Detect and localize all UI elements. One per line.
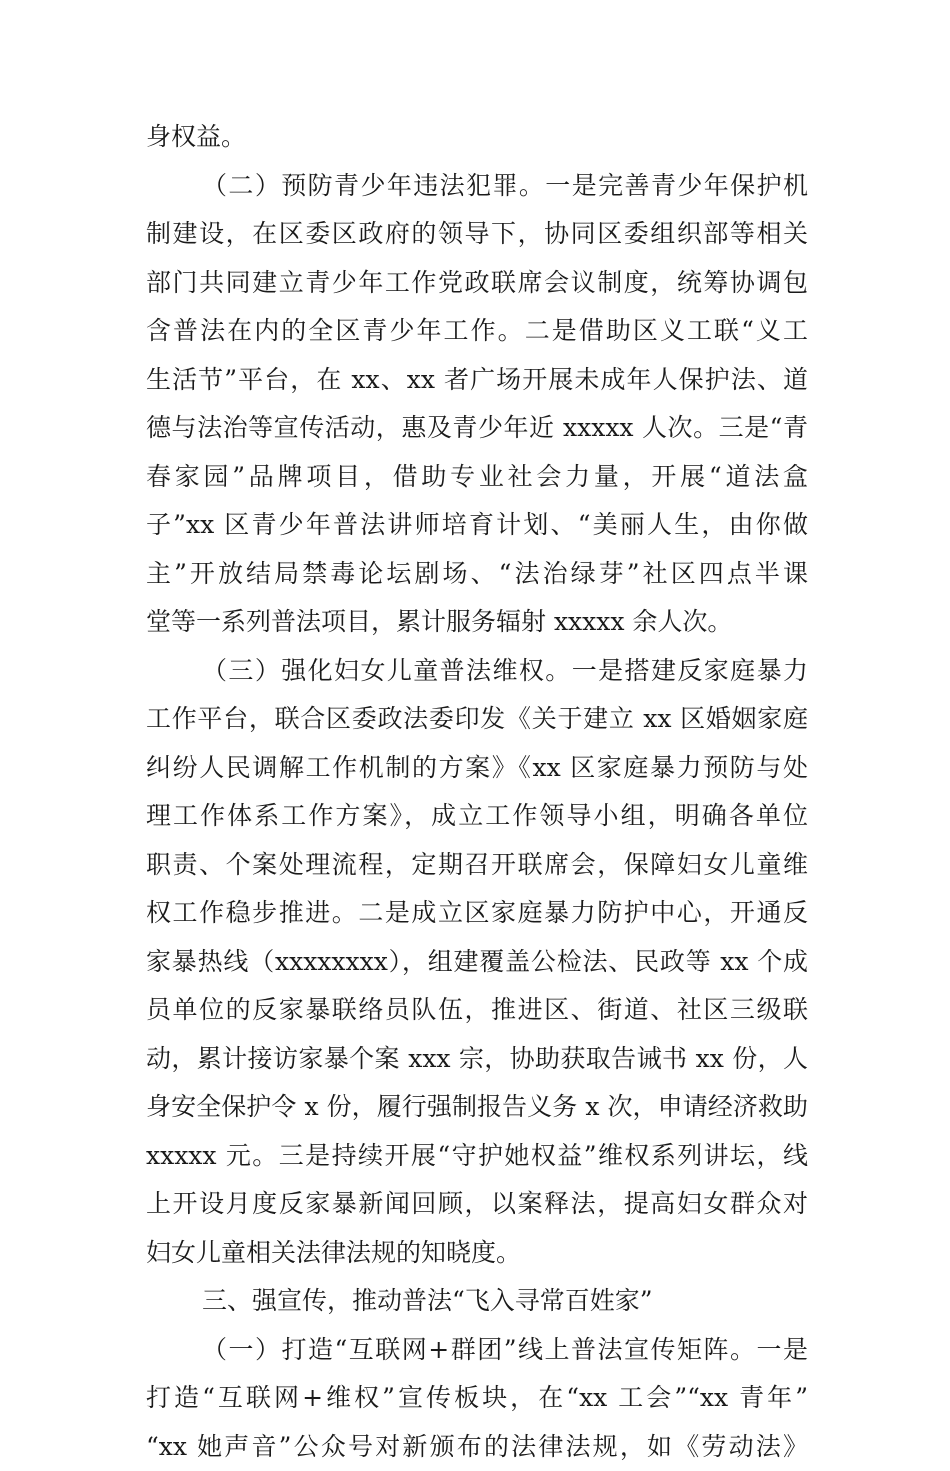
paragraph-line: （二）预防青少年违法犯罪。一是完善青少年保护机: [146, 162, 808, 211]
paragraph-line: 主”开放结局禁毒论坛剧场、“法治绿芽”社区四点半课: [146, 550, 808, 599]
paragraph-line: 部门共同建立青少年工作党政联席会议制度，统筹协调包: [146, 259, 808, 308]
paragraph-line: 身权益。: [146, 113, 808, 162]
paragraph-line: 生活节”平台，在 xx、xx 者广场开展未成年人保护法、道: [146, 356, 808, 405]
paragraph-line: xxxxx 元。三是持续开展“守护她权益”维权系列讲坛，线: [146, 1132, 808, 1181]
paragraph-line: 权工作稳步推进。二是成立区家庭暴力防护中心，开通反: [146, 889, 808, 938]
document-body: [146, 113, 808, 1471]
paragraph-line: 职责、个案处理流程，定期召开联席会，保障妇女儿童维: [146, 841, 808, 890]
paragraph-line: 纠纷人民调解工作机制的方案》《xx 区家庭暴力预防与处: [146, 744, 808, 793]
paragraph-line: 子”xx 区青少年普法讲师培育计划、“美丽人生，由你做: [146, 501, 808, 550]
paragraph-line: 员单位的反家暴联络员队伍，推进区、街道、社区三级联: [146, 986, 808, 1035]
paragraph-line: 打造“互联网+维权”宣传板块，在“xx 工会”“xx 青年”: [146, 1374, 808, 1423]
paragraph-line: 动，累计接访家暴个案 xxx 宗，协助获取告诫书 xx 份，人: [146, 1035, 808, 1084]
paragraph-line: （三）强化妇女儿童普法维权。一是搭建反家庭暴力: [146, 647, 808, 696]
paragraph-line: （一）打造“互联网+群团”线上普法宣传矩阵。一是: [146, 1326, 808, 1375]
paragraph-line: 德与法治等宣传活动，惠及青少年近 xxxxx 人次。三是“青: [146, 404, 808, 453]
paragraph-line: 身安全保护令 x 份，履行强制报告义务 x 次，申请经济救助: [146, 1083, 808, 1132]
paragraph-line: 工作平台，联合区委政法委印发《关于建立 xx 区婚姻家庭: [146, 695, 808, 744]
paragraph-line: 春家园”品牌项目，借助专业社会力量，开展“道法盒: [146, 453, 808, 502]
paragraph-line: “xx 她声音”公众号对新颁布的法律法规，如《劳动法》: [146, 1423, 808, 1471]
paragraph-line: 制建设，在区委区政府的领导下，协同区委组织部等相关: [146, 210, 808, 259]
paragraph-line: 堂等一系列普法项目，累计服务辐射 xxxxx 余人次。: [146, 598, 808, 647]
paragraph-line: 妇女儿童相关法律法规的知晓度。: [146, 1229, 808, 1278]
paragraph-line: 理工作体系工作方案》，成立工作领导小组，明确各单位: [146, 792, 808, 841]
paragraph-line: 家暴热线（xxxxxxxx），组建覆盖公检法、民政等 xx 个成: [146, 938, 808, 987]
section-heading: 三、强宣传，推动普法“飞入寻常百姓家”: [146, 1277, 808, 1326]
paragraph-line: 含普法在内的全区青少年工作。二是借助区义工联“义工: [146, 307, 808, 356]
paragraph-line: 上开设月度反家暴新闻回顾，以案释法，提高妇女群众对: [146, 1180, 808, 1229]
